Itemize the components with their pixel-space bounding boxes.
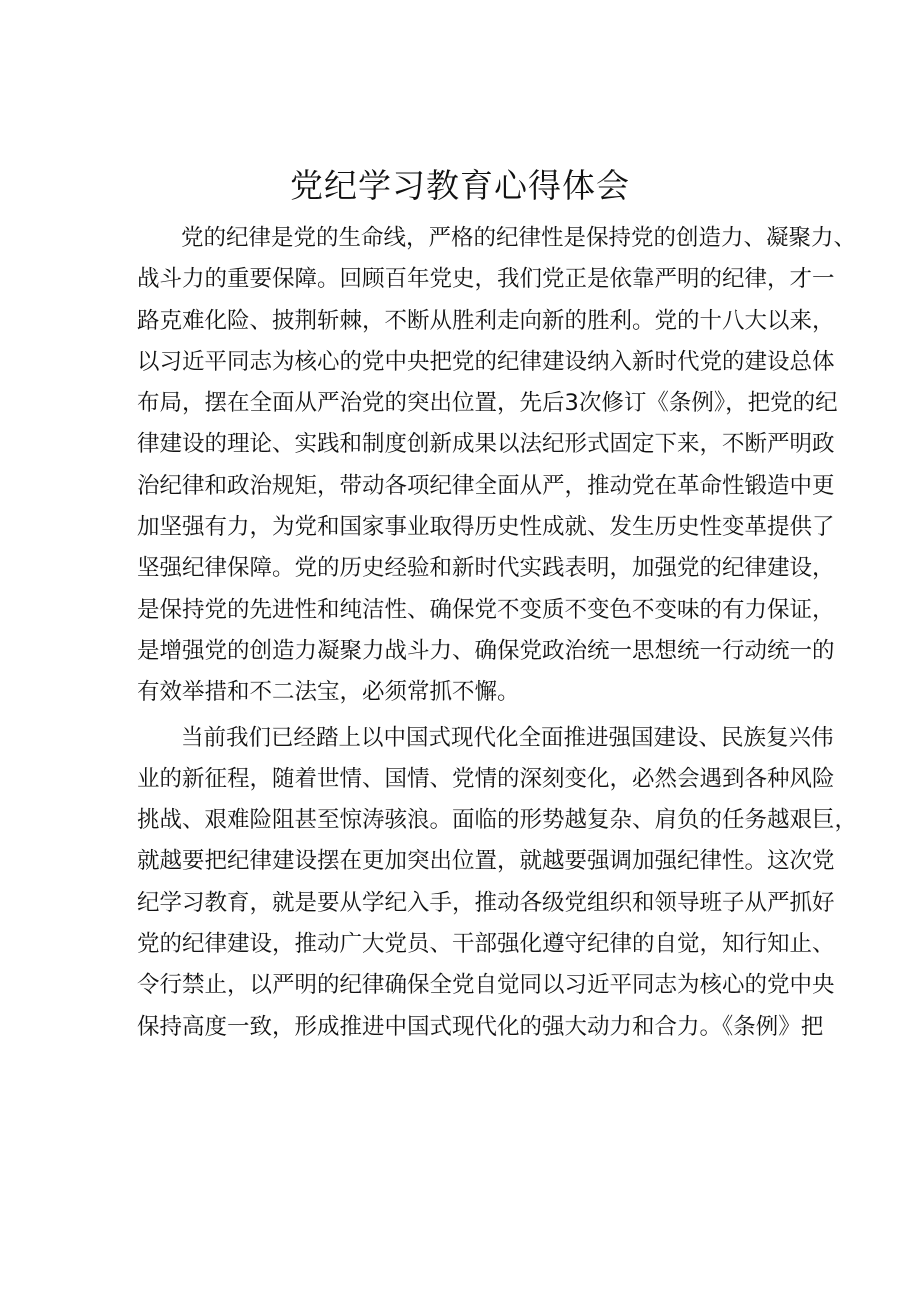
paragraph-line: 治纪律和政治规矩，带动各项纪律全面从严，推动党在革命性锻造中更	[137, 472, 835, 499]
paragraph-line: 是增强党的创造力凝聚力战斗力、确保党政治统一思想统一行动统一的	[137, 637, 835, 664]
paragraph-line: 党的纪律是党的生命线，严格的纪律性是保持党的创造力、凝聚力、	[181, 225, 857, 251]
paragraph-line: 加坚强有力，为党和国家事业取得历史性成就、发生历史性变革提供了	[137, 514, 835, 541]
paragraph-line: 当前我们已经踏上以中国式现代化全面推进强国建设、民族复兴伟	[181, 724, 834, 751]
paragraph-line: 业的新征程，随着世情、国情、党情的深刻变化，必然会遇到各种风险	[137, 765, 835, 792]
paragraph-line: 布局，摆在全面从严治党的突出位置，先后3次修订《条例》，把党的纪	[137, 390, 838, 417]
paragraph-line: 保持高度一致，形成推进中国式现代化的强大动力和合力。《条例》把	[137, 1013, 824, 1040]
paragraph-line: 有效举措和不二法宝，必须常抓不懈。	[137, 679, 520, 706]
paragraph-2	[137, 718, 858, 1048]
paragraph-line: 党的纪律建设，推动广大党员、干部强化遵守纪律的自觉，知行知止、	[137, 931, 835, 958]
document-title: 党纪学习教育心得体会	[290, 166, 630, 205]
paragraph-1	[137, 218, 857, 714]
paragraph-line: 是保持党的先进性和纯洁性、确保党不变质不变色不变味的有力保证，	[137, 596, 835, 623]
paragraph-line: 挑战、艰难险阻甚至惊涛骇浪。面临的形势越复杂、肩负的任务越艰巨，	[137, 807, 858, 834]
paragraph-line: 战斗力的重要保障。回顾百年党史，我们党正是依靠严明的纪律，才一	[137, 266, 835, 293]
document-body	[137, 218, 858, 1048]
paragraph-line: 令行禁止，以严明的纪律确保全党自觉同以习近平同志为核心的党中央	[137, 972, 835, 999]
paragraph-line: 路克难化险、披荆斩棘，不断从胜利走向新的胜利。党的十八大以来，	[137, 307, 835, 334]
paragraph-line: 纪学习教育，就是要从学纪入手，推动各级党组织和领导班子从严抓好	[137, 889, 835, 916]
paragraph-line: 以习近平同志为核心的党中央把党的纪律建设纳入新时代党的建设总体	[137, 348, 835, 375]
paragraph-line: 律建设的理论、实践和制度创新成果以法纪形式固定下来，不断严明政	[137, 431, 835, 458]
paragraph-line: 就越要把纪律建设摆在更加突出位置，就越要强调加强纪律性。这次党	[137, 848, 835, 875]
paragraph-line: 坚强纪律保障。党的历史经验和新时代实践表明，加强党的纪律建设，	[137, 555, 835, 582]
